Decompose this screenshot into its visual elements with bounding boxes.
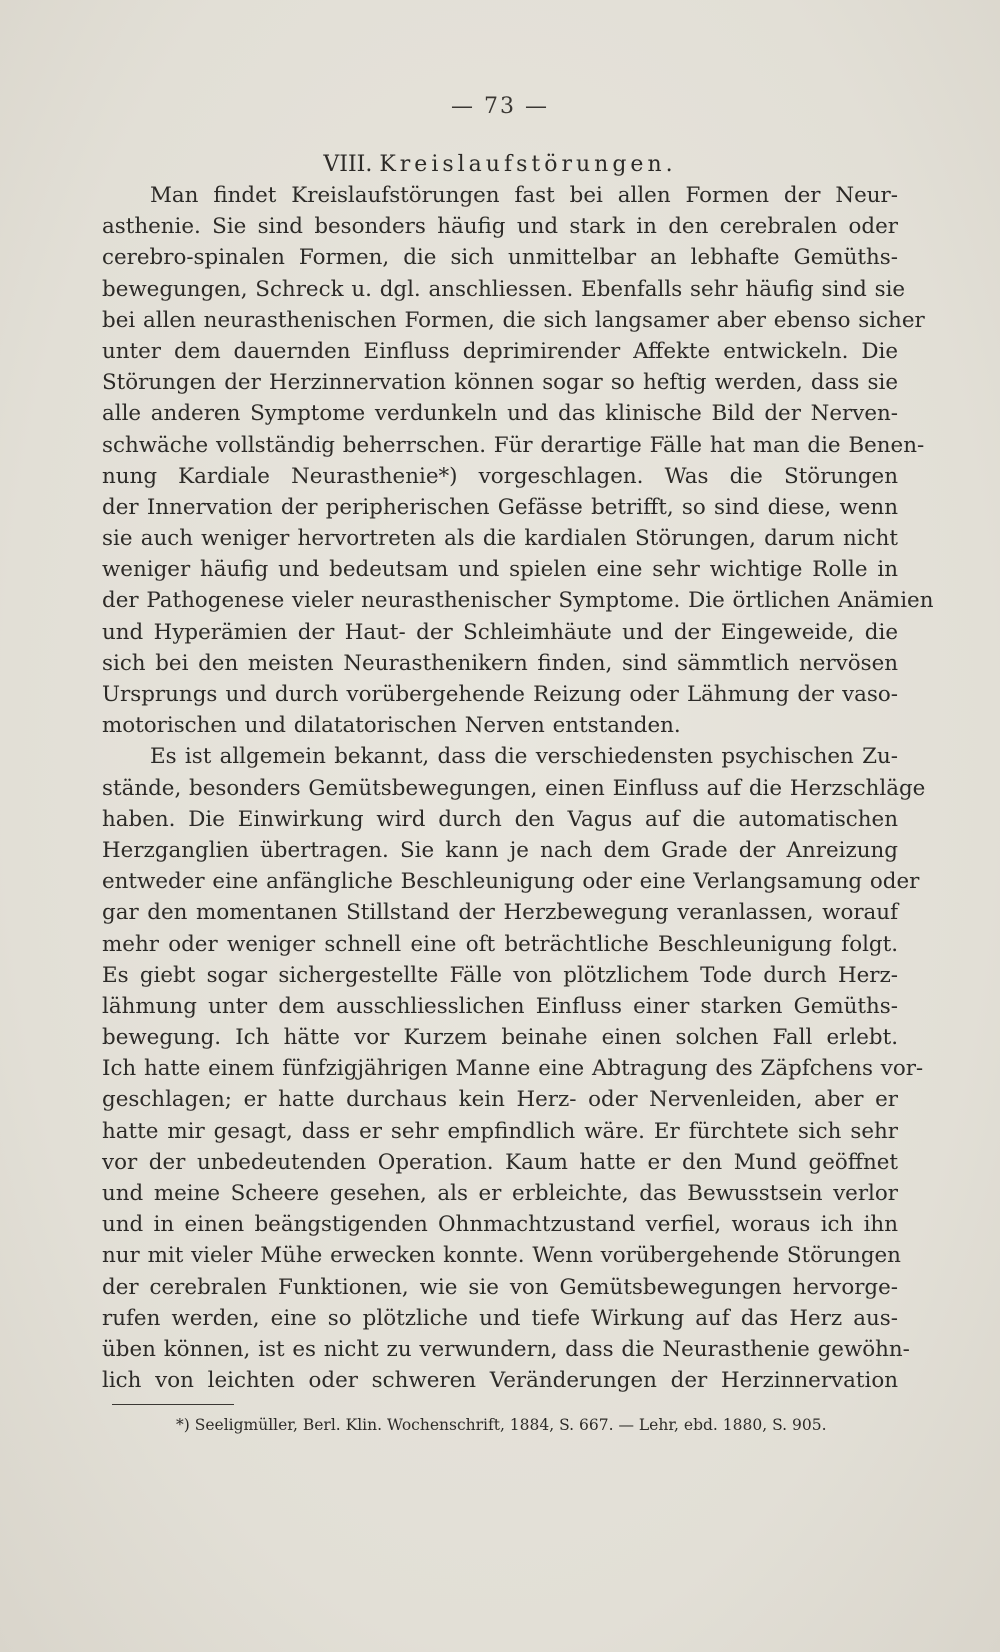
text-line: motorischen und dilatatorischen Nerven entstanden. <box>102 713 681 739</box>
text-line: gar den momentanen Stillstand der Herzbewegung veranlassen, worauf <box>102 900 898 926</box>
paragraph-container <box>102 180 934 1396</box>
section-title: Kreislaufstörungen. <box>379 152 677 177</box>
text-line: bewegung. Ich hätte vor Kurzem beinahe einen solchen Fall erlebt. <box>102 1025 898 1051</box>
text-line: Es ist allgemein bekannt, dass die verschiedensten psychischen Zu- <box>150 744 898 770</box>
text-line: entweder eine anfängliche Beschleunigung oder eine Verlangsamung oder <box>102 869 920 895</box>
text-line: cerebro-spinalen Formen, die sich unmittelbar an lebhafte Gemüths- <box>102 245 898 271</box>
text-line: üben können, ist es nicht zu verwundern, dass die Neurasthenie gewöhn- <box>102 1336 910 1362</box>
text-line: nur mit vieler Mühe erwecken konnte. Wenn vorübergehende Störungen <box>102 1243 901 1269</box>
footnote-rule <box>112 1404 234 1405</box>
text-line: Ich hatte einem fünfzigjährigen Manne eine Abtragung des Zäpfchens vor- <box>102 1056 924 1082</box>
text-line: und in einen beängstigenden Ohnmachtzustand verfiel, woraus ich ihn <box>102 1212 898 1238</box>
text-line: hatte mir gesagt, dass er sehr empfindlich wäre. Er fürchtete sich sehr <box>102 1118 898 1144</box>
text-line: bewegungen, Schreck u. dgl. anschliessen. Ebenfalls sehr häufig sind sie <box>102 276 906 302</box>
text-line: Störungen der Herzinnervation können sogar so heftig werden, dass sie <box>102 370 898 396</box>
text-line: Herzganglien übertragen. Sie kann je nach dem Grade der Anreizung <box>102 837 898 863</box>
text-line: Ursprungs und durch vorübergehende Reizung oder Lähmung der vaso- <box>102 682 898 707</box>
text-line: nung Kardiale Neurasthenie*) vorgeschlagen. Was die Störungen <box>102 463 898 489</box>
text-line: Man findet Kreislaufstörungen fast bei allen Formen der Neur- <box>150 183 898 208</box>
text-line: der Pathogenese vieler neurasthenischer Symptome. Die örtlichen Anämien <box>102 588 934 614</box>
section-number: VIII. <box>323 152 373 177</box>
text-line: der cerebralen Funktionen, wie sie von Gemütsbewegungen hervorge- <box>102 1274 898 1300</box>
text-line: bei allen neurasthenischen Formen, die sich langsamer aber ebenso sicher <box>102 307 925 333</box>
text-line: stände, besonders Gemütsbewegungen, einen Einfluss auf die Herzschläge <box>102 775 926 801</box>
text-line: der Innervation der peripherischen Gefässe betrifft, so sind diese, wenn <box>102 494 898 520</box>
section-heading <box>0 152 1000 177</box>
text-line: unter dem dauernden Einfluss deprimirender Affekte entwickeln. Die <box>102 338 898 364</box>
text-line: vor der unbedeutenden Operation. Kaum hatte er den Mund geöffnet <box>102 1149 898 1175</box>
text-line: und meine Scheere gesehen, als er erbleichte, das Bewusstsein verlor <box>102 1181 898 1206</box>
text-line: sie auch weniger hervortreten als die kardialen Störungen, darum nicht <box>102 526 898 552</box>
text-line: lich von leichten oder schweren Veränderungen der Herzinnervation <box>102 1368 898 1394</box>
text-line: weniger häufig und bedeutsam und spielen eine sehr wichtige Rolle in <box>102 557 898 583</box>
text-line: geschlagen; er hatte durchaus kein Herz- oder Nervenleiden, aber er <box>102 1087 898 1113</box>
text-line: haben. Die Einwirkung wird durch den Vagus auf die automatischen <box>102 806 898 832</box>
text-line: Es giebt sogar sichergestellte Fälle von plötzlichem Tode durch Herz- <box>102 962 898 988</box>
text-line: mehr oder weniger schnell eine oft beträchtliche Beschleunigung folgt. <box>102 931 898 957</box>
text-line: und Hyperämien der Haut- der Schleimhäute und der Eingeweide, die <box>102 619 898 645</box>
text-line: schwäche vollständig beherrschen. Für derartige Fälle hat man die Benen- <box>102 432 925 458</box>
text-line: rufen werden, eine so plötzliche und tiefe Wirkung auf das Herz aus- <box>102 1305 898 1331</box>
text-line: alle anderen Symptome verdunkeln und das klinische Bild der Nerven- <box>102 401 898 427</box>
page-number: — 73 — <box>451 94 549 119</box>
text-line: lähmung unter dem ausschliesslichen Einfluss einer starken Gemüths- <box>102 993 898 1019</box>
text-line: sich bei den meisten Neurasthenikern finden, sind sämmtlich nervösen <box>102 650 898 676</box>
text-line: asthenie. Sie sind besonders häufig und stark in den cerebralen oder <box>102 214 898 240</box>
footnote: *) Seeligmüller, Berl. Klin. Wochenschrift, 1884, S. 667. — Lehr, ebd. 1880, S. 905. <box>176 1416 827 1434</box>
